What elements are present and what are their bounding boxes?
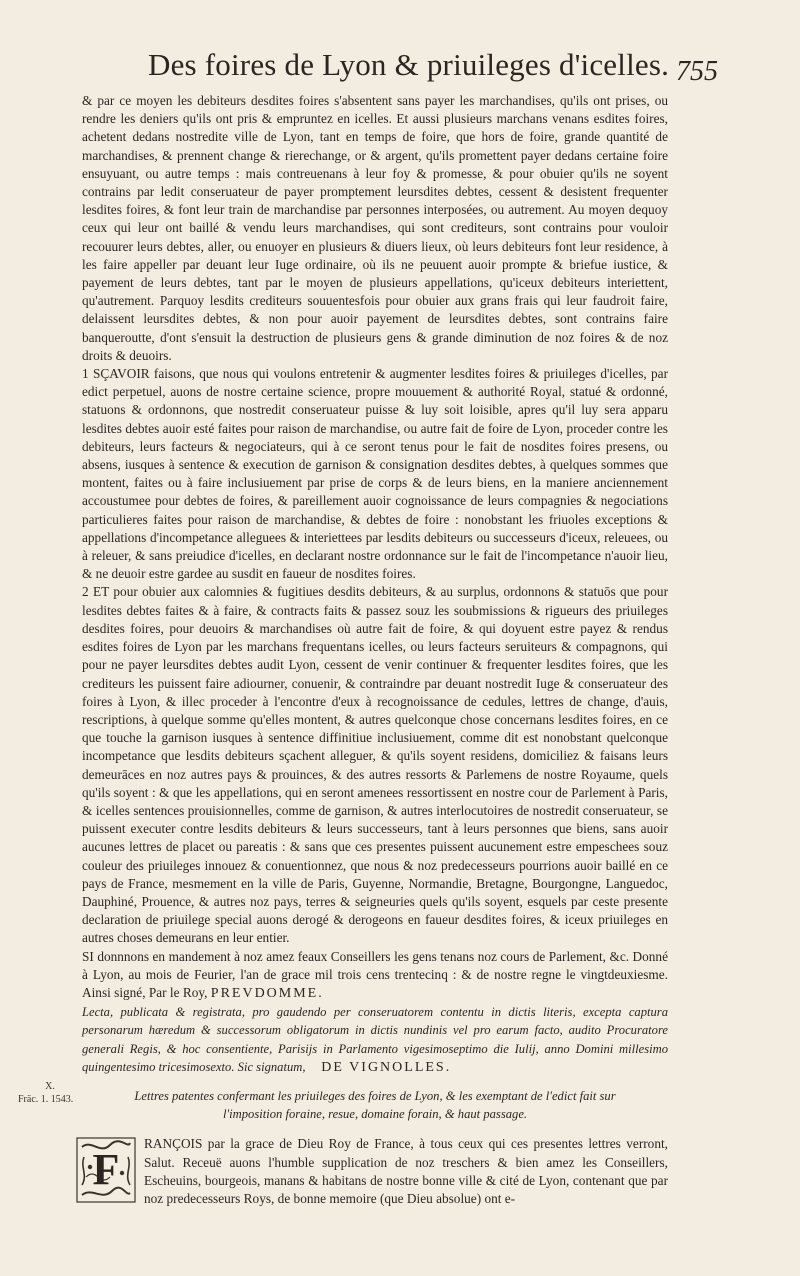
section-subheading: Lettres patentes confermant les priuileges des foires de Lyon, & les exemptant de l'edict fait sur l'imposition foraine, resue, domaine forain, & haut passage. <box>134 1088 616 1122</box>
paragraph-intro: & par ce moyen les debiteurs desdites foires s'absentent sans payer les marchandises, qu'ils ont prises, ou rendre les deniers qu'ils ont pris & empruntez en icelles. Et aussi plusieurs marchans venans esdites foires, achetent dedans nostredite ville de Lyon, tant en temps de foire, que hors de foire, grande quantité de marchandises, & prennent change & rierechange, or & argent, qu'ils promettent payer dedans certaine foire ensuyuant, ou autre temps : mais contreuenans à leur foy & promesse, & pour obuier qu'ils ne soyent contrains par ledit conseruateur de payer promptement leursdites debtes, cessent & desistent frequenter lesdites foires, & font leur train de marchandise par personnes interposées, ou autrement. Au moyen dequoy ceux qui leur ont baillé & vendu leurs marchandises, qui sont crediteurs, sont contrains pour vouloir recouurer leurs debtes, aller, ou enuoyer en plusieurs & diuers lieux, où leurs debiteurs font leur residence, à les faire appeller par deuant leur Iuge ordinaire, où ils ne peuuent auoir prompte & briefue iustice, & payement de leurs debtes, tant par le moyen de plusieurs appellations, qu'iceux debiteurs interiettent, qu'autrement. Parquoy lesdits crediteurs souuentesfois pour obuier aux grans frais qui leur faudroit faire, delaissent leursdites debtes, & non pour auoir payement de leursdites debtes, sont contrains faire banqueroutte, d'ont s'ensuit la destruction de plusieurs gens & grande diminution de noz foires & de noz droits & deuoirs. <box>82 93 668 363</box>
closing-text: SI donnnons en mandement à noz amez feaux Conseillers les gens tenans noz cours de Parlement, &c. Donné à Lyon, au mois de Feurier, l'an de grace mil trois cens trentecinq : & de nostre regne le vingtdeuxiesme. Ainsi signé, Par le Roy, <box>82 948 668 1000</box>
decorated-initial <box>76 1137 136 1203</box>
page-title: Des foires de Lyon & priuileges d'icelles. <box>148 47 670 82</box>
initial-letter: F <box>92 1145 120 1195</box>
latin-text: Lecta, publicata & registrata, pro gaudendo per conseruatorem contentu in dictis literis, excepta captura personarum hæredum & successorum obligatorum in dictis nundinis vel pro earum facto, audito Procuratore generali Regis, & hoc consentiente, Parisijs in Parlamento vigesimoseptimo die Iulij, anno Domini millesimo quingentesimo tricesimosexto. Sic signatum, <box>82 1005 668 1074</box>
margin-note-date: Fräc. 1. 1543. <box>18 1094 74 1105</box>
signature-de-vignolles: DE VIGNOLLES. <box>321 1059 452 1075</box>
signature-prevdomme: PREVDOMME. <box>210 985 324 1001</box>
text-body <box>82 92 668 1208</box>
paragraph-article-1: 1 SÇAVOIR faisons, que nous qui voulons entretenir & augmenter lesdites foires & priuileges d'icelles, par edict perpetuel, auons de nostre certaine science, propre mouuement & authorité Royal, statué & ordonné, statuons & ordonnons, que nostredit conseruateur puisse & luy soit loisible, apres qu'il luy sera apparu lesdites debtes auoir esté faites pour raison de marchandise, ou autre fait de foire de Lyon, proceder contre les debiteurs, leurs facteurs & negociateurs, qui à ce seront tenus pour le fait de nosdites foires presens, ou absens, iusques à sentence & execution de garnison & consignation desdites debtes, à quelques sommes que montent, faites ou à faire inclusiuement par prise de corps & de leurs biens, en la maniere anciennement accoustumee pour debtes de foires, & pareillement auoir cognoissance de leurs compagnies & negociations particulieres faites pour raison de marchandise, & debtes de foire : nonobstant les friuoles exceptions & appellations d'incompetance alleguees & interiettees par lesdits debiteurs ou successeurs d'iceux, releuees, ou à releuer, & sans preiudice d'icelles, en declarant nostre ordonnance sur le fait de l'incompetance n'auoir lieu, & ne deuoir estre gardee au susdit en faueur de nosdites foires. <box>82 366 668 582</box>
page-number: 755 <box>676 56 718 87</box>
paragraph-closing <box>82 948 668 1004</box>
margin-note-number: X. <box>45 1081 55 1092</box>
latin-registration-note <box>82 1003 668 1077</box>
margin-note <box>18 1080 82 1106</box>
paragraph-article-2: 2 ET pour obuier aux calomnies & fugitiues desdits debiteurs, & au surplus, ordonnons & statuōs que pour lesdites debtes faites & à faire, & contracts faits & passez souz les soubmissions & rigueurs des priuileges desdites foires, pour deuoirs & marchandises où autre fait de foire, & qui doyuent estre payez & rendus esdites foires de Lyon par les marchans frequentans icelles, ou leurs facteurs seruiteurs & compagnons, qui pour ne payer leursdites debtes audit Lyon, cessent de venir continuer & frequenter lesdites foires, que les crediteurs les puissent faire adiourner, conuenir, & contraindre par deuant nostredit Iuge & conseruateur des foires à Lyon, & illec proceder à l'encontre d'eux à recognoissance de cedules, lettres de change, d'auis, rescriptions, à quelque somme qu'elles montent, & autres quelconque chose concernans lesdites foires, en ce que touche la garnison iusques à sentence diffinitiue inclusiuement, comme dit est nonobstant quelconque incompetance que lesdits debiteurs sçachent alleguer, & qu'ils soyent residens, domiciliez & faisans leurs demeurāces en noz autres pays & prouinces, & des autres ressorts & Parlemens de nostre Royaume, quels qu'ils soyent : & que les appellations, qui en seront amenees ressortissent en nostre cour de Parlement à Paris, & icelles sentences prouisionnelles, comme de garnison, & autres interlocutoires de nostredit conseruateur, se puissent executer contre lesdits debiteurs & leurs successeurs, tant à leurs personnes que biens, sans auoir aucunes lettres de placet ou pareatis : & sans que ces presentes puissent aucunement estre empeschees souz couleur des priuileges innouez & conuentionnez, que nous & noz predecesseurs pourrions auoir baillé en ce pays de France, mesmement en la ville de Paris, Guyenne, Normandie, Bretagne, Bourgongne, Languedoc, Dauphiné, Prouence, & autres noz pays, terres & seigneuries quels qu'ils soyent, esquels par ceste presente declaration de priuilege special auons derogé & derogeons en faueur desdites foires, & iceux priuileges en autres choses demeurans en leur entier. <box>82 584 668 946</box>
letters-patent-text: RANÇOIS par la grace de Dieu Roy de France, à tous ceux qui ces presentes lettres verront, Salut. Receuë auons l'humble supplication de noz treschers & bien amez les Conseillers, Escheuins, bourgeois, manans & habitans de nostre bonne ville & cité de Lyon, contenant que par noz predecesseurs Roys, de bonne memoire (que Dieu absolue) ont e- <box>144 1136 668 1206</box>
paragraph-letters-patent <box>82 1135 668 1208</box>
